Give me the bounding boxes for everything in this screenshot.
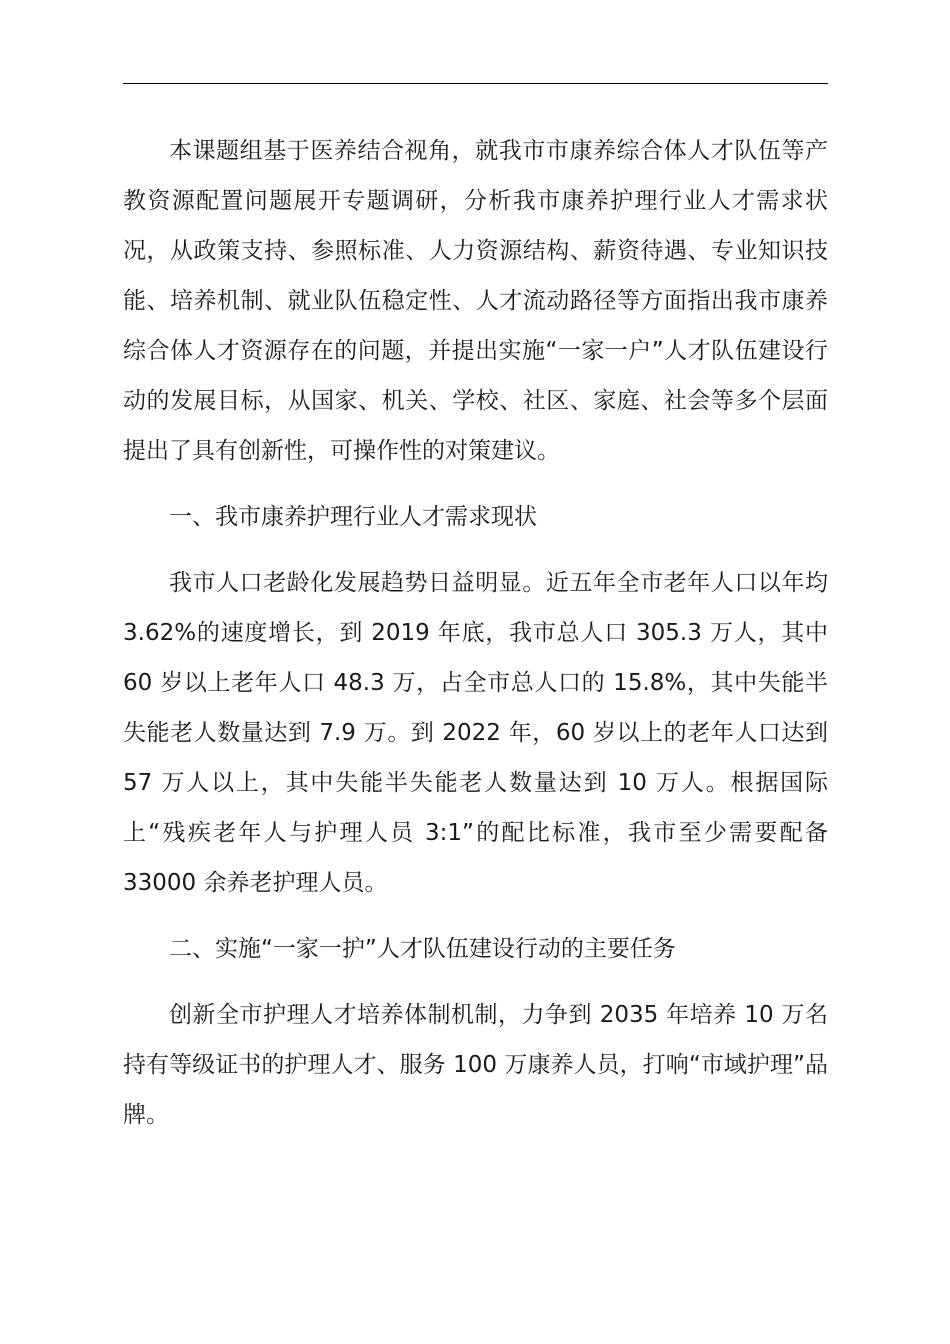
paragraph-population-status: 我市人口老龄化发展趋势日益明显。近五年全市老年人口以年均 3.62%的速度增长，到 2019 年底，我市总人口 305.3 万人，其中 60 岁以上老年人口 48.3 万，占全市总人口的 15.8%，其中失能半失能老人数量达到 7.9 万。到 2022 年，60 岁以上的老年人口达到 57 万人以上，其中失能半失能老人数量达到 10 万人。根据国际上“残疾老年人与护理人员 3:1”的配比标准，我市至少需要配备 33000 余养老护理人员。	[123, 570, 828, 896]
section-heading-2: 二、实施“一家一护”人才队伍建设行动的主要任务	[169, 936, 676, 962]
paragraph-training-goal: 创新全市护理人才培养体制机制，力争到 2035 年培养 10 万名持有等级证书的护理人才、服务 100 万康养人员，打响“市域护理”品牌。	[123, 1002, 828, 1128]
section-heading-1: 一、我市康养护理行业人才需求现状	[169, 504, 537, 530]
document-body	[123, 126, 828, 1140]
header-rule	[123, 83, 828, 84]
paragraph-abstract: 本课题组基于医养结合视角，就我市市康养综合体人才队伍等产教资源配置问题展开专题调研，分析我市康养护理行业人才需求状况，从政策支持、参照标准、人力资源结构、薪资待遇、专业知识技能、培养机制、就业队伍稳定性、人才流动路径等方面指出我市康养综合体人才资源存在的问题，并提出实施“一家一户”人才队伍建设行动的发展目标，从国家、机关、学校、社区、家庭、社会等多个层面提出了具有创新性，可操作性的对策建议。	[123, 138, 828, 464]
